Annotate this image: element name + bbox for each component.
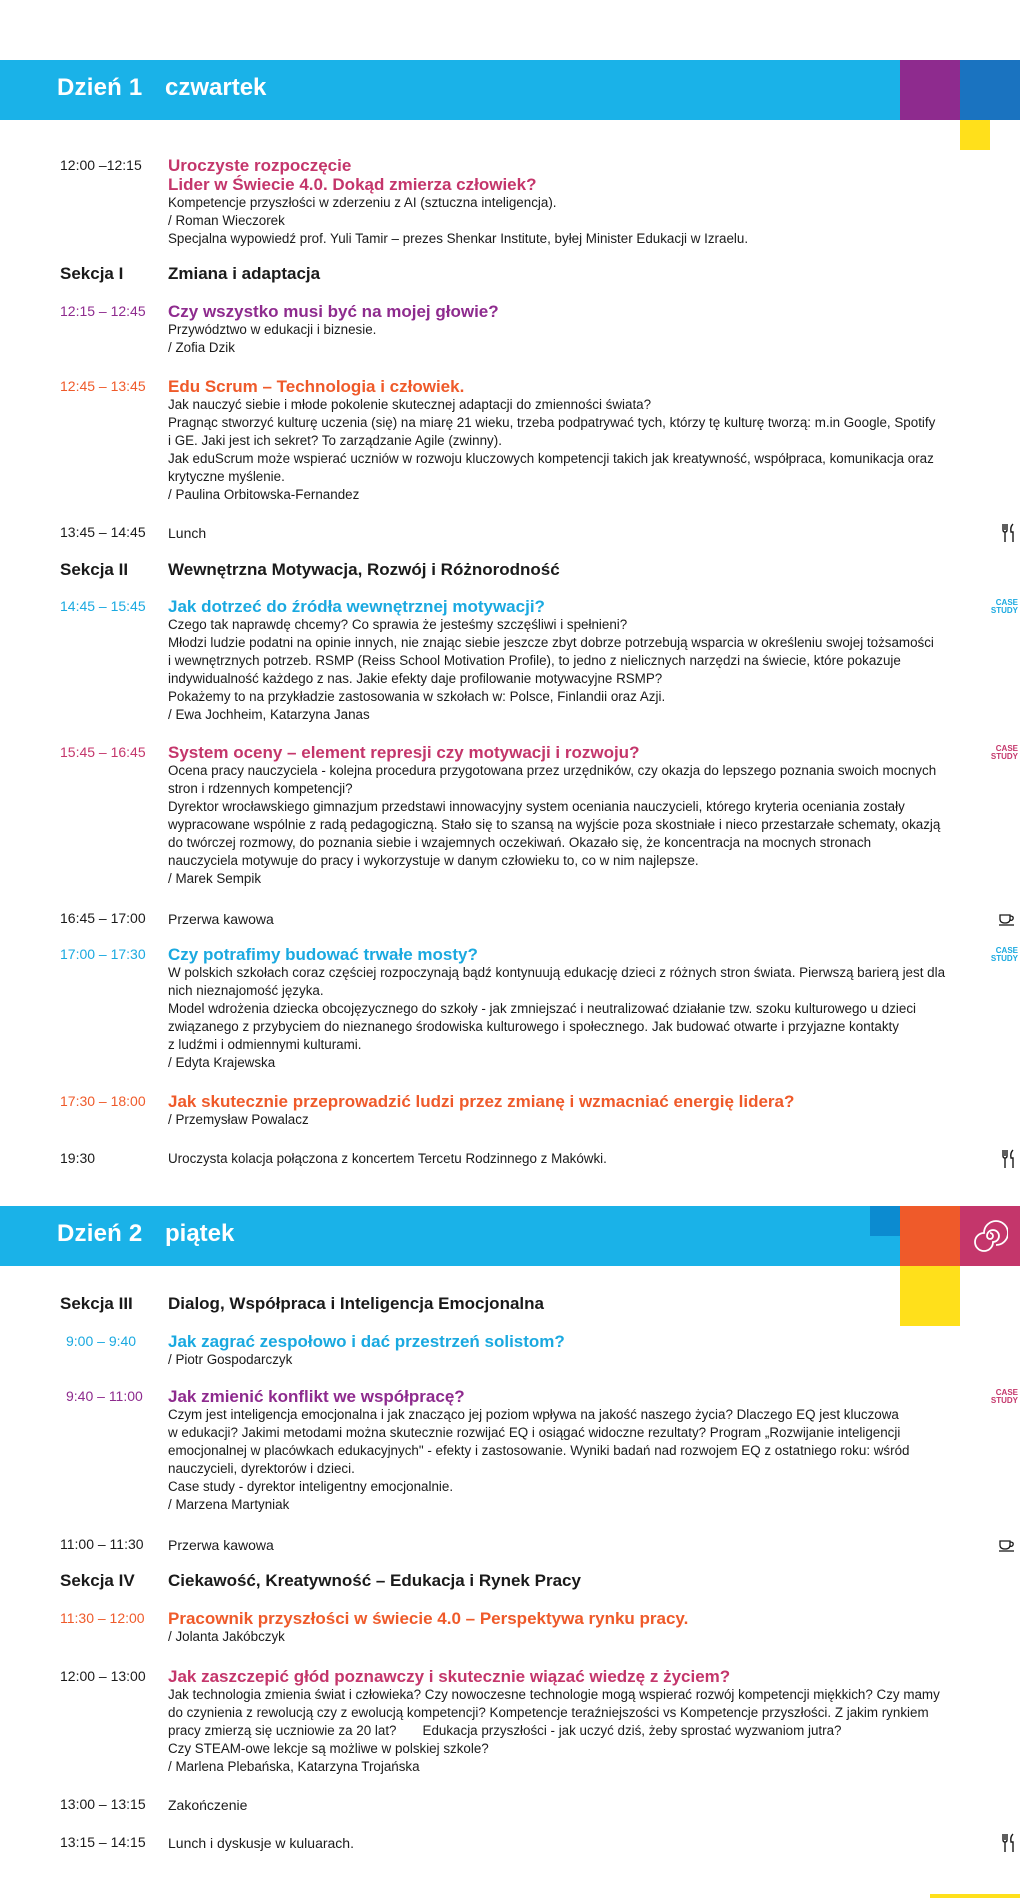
session-time: 19:30 <box>60 1150 96 1166</box>
session-desc-line: nich nieznajomość języka. <box>168 983 324 998</box>
dinner-label: Uroczysta kolacja połączona z koncertem Tercetu Rodzinnego z Makówki. <box>168 1151 607 1166</box>
session-desc-line: W polskich szkołach coraz częściej rozpoczynają bądź kontynuują edukację dzieci z różnych stron świata. Pierwszą barierą jest dla <box>168 965 946 980</box>
cutlery-icon <box>1002 1833 1016 1853</box>
session-title: Jak zmienić konflikt we współpracę? <box>168 1387 465 1406</box>
orange-square <box>900 1206 960 1266</box>
session-time: 17:00 – 17:30 <box>60 946 146 962</box>
session-desc-line: z ludźmi i odmiennymi kulturami. <box>168 1037 362 1052</box>
session-title: Czy potrafimy budować trwałe mosty? <box>168 945 478 964</box>
session-time: 9:00 – 9:40 <box>66 1333 137 1349</box>
day-2-label: Dzień 2 <box>57 1220 143 1247</box>
session-title: Edu Scrum – Technologia i człowiek. <box>168 377 465 396</box>
session-title: Jak skutecznie przeprowadzić ludzi przez zmianę i wzmacniać energię lidera? <box>168 1092 795 1111</box>
section-label: Sekcja IV <box>60 1571 135 1590</box>
session-time: 13:00 – 13:15 <box>60 1796 146 1812</box>
session-desc-line: Jak technologia zmienia świat i człowieka? Czy nowoczesne technologie mogą wspierać rozwój kompetencji miękkich? Czy mamy <box>168 1687 940 1702</box>
session-time: 13:45 – 14:45 <box>60 524 146 540</box>
session-time: 17:30 – 18:00 <box>60 1093 146 1109</box>
section-label: Sekcja I <box>60 264 124 283</box>
badge-line: STUDY <box>990 1396 1018 1405</box>
case-study-badge <box>978 947 1018 963</box>
session-desc-line: Czego tak naprawdę chcemy? Co sprawia że jesteśmy szczęśliwi i spełnieni? <box>168 617 628 632</box>
session-speaker: / Paulina Orbitowska-Fernandez <box>168 487 360 502</box>
lunch-label: Lunch i dyskusje w kuluarach. <box>168 1835 354 1851</box>
session-desc-line: Pokażemy to na przykładzie zastosowania w szkołach w: Polsce, Finlandii oraz Azji. <box>168 689 666 704</box>
session-subtitle: Lider w Świecie 4.0. Dokąd zmierza człowiek? <box>168 175 537 194</box>
yellow-square <box>900 1266 960 1326</box>
yellow-strip <box>930 1894 1020 1898</box>
session-desc-line: w edukacji? Jakimi metodami można skutecznie rozwijać EQ i osiągać widoczne rezultaty? Program „Rozwijanie inteligencji <box>168 1425 901 1440</box>
session-desc-line: Czym jest inteligencja emocjonalna i jak znacząco jej poziom wpływa na jakość naszego życia? Dlaczego EQ jest kluczowa <box>168 1407 899 1422</box>
session-time: 13:15 – 14:15 <box>60 1834 146 1850</box>
lunch-label: Lunch <box>168 525 207 541</box>
session-title: System oceny – element represji czy motywacji i rozwoju? <box>168 743 640 762</box>
case-study-badge <box>978 745 1018 761</box>
session-desc-line: krytyczne myślenie. <box>168 469 285 484</box>
badge-line: CASE <box>995 1388 1018 1397</box>
break-label: Przerwa kawowa <box>168 1537 274 1553</box>
session-title: Czy wszystko musi być na mojej głowie? <box>168 302 499 321</box>
session-desc-line: wypracowane wspólnie z radą pedagogiczną. Stało się to szansą na wyjście poza skostniałe i nieco przestarzałe schematy, okazją <box>168 817 941 832</box>
session-desc-line: Jak eduScrum może wspierać uczniów w rozwoju kluczowych kompetencji takich jak kreatywność, współpraca, komunikacja oraz <box>168 451 934 466</box>
badge-line: STUDY <box>990 954 1018 963</box>
day-1-label: Dzień 1 <box>57 74 143 101</box>
session-desc-line: związanego z przybyciem do nieznanego środowiska kulturowego i społecznego. Jak budować otwarte i przyjazne kontakty <box>168 1019 899 1034</box>
dark-blue-square <box>870 1206 900 1236</box>
purple-square <box>900 60 960 120</box>
day-1-header <box>0 60 1020 120</box>
session-time: 9:40 – 11:00 <box>66 1388 143 1404</box>
session-desc-line: i wewnętrznych potrzeb. RSMP (Reiss School Motivation Profile), to jedno z nielicznych narzędzi na świecie, które pokazuje <box>168 653 901 668</box>
section-title: Wewnętrzna Motywacja, Rozwój i Różnorodność <box>168 560 560 579</box>
session-time: 12:00 –12:15 <box>60 157 142 173</box>
session-desc-line: pracy zmierzą się uczniowie za 20 lat? Edukacja przyszłości - jak uczyć dziś, żeby sprostać wyzwaniom jutra? <box>168 1723 842 1738</box>
day-2-name: piątek <box>165 1220 235 1247</box>
day-1-name: czwartek <box>165 74 267 101</box>
session-time: 14:45 – 15:45 <box>60 598 146 614</box>
section-label: Sekcja III <box>60 1294 133 1313</box>
closing-label: Zakończenie <box>168 1797 248 1813</box>
session-speaker: / Marlena Plebańska, Katarzyna Trojańska <box>168 1759 420 1774</box>
session-time: 15:45 – 16:45 <box>60 744 146 760</box>
section-title: Dialog, Współpraca i Inteligencja Emocjonalna <box>168 1294 544 1313</box>
session-speaker: / Roman Wieczorek <box>168 213 285 228</box>
badge-line: CASE <box>995 598 1018 607</box>
session-desc-line: Model wdrożenia dziecka obcojęzycznego do szkoły - jak zmniejszać i neutralizować działanie tzw. szoku kulturowego u dzieci <box>168 1001 917 1016</box>
session-time: 12:00 – 13:00 <box>60 1668 146 1684</box>
section-title: Zmiana i adaptacja <box>168 264 321 283</box>
session-time: 12:45 – 13:45 <box>60 378 146 394</box>
session-desc-line: emocjonalnej w placówkach edukacyjnych" - efekty i zastosowanie. Wyniki badań nad rozwojem EQ z ostatniego roku: wśród <box>168 1443 910 1458</box>
session-time: 12:15 – 12:45 <box>60 303 146 319</box>
session-desc-line: Młodzi ludzie podatni na opinie innych, nie znając siebie jeszcze zbyt dobrze potrzebują wsparcia w określeniu swojej tożsamości <box>168 635 934 650</box>
section-title: Ciekawość, Kreatywność – Edukacja i Rynek Pracy <box>168 1571 581 1590</box>
session-speaker: / Edyta Krajewska <box>168 1055 276 1070</box>
cutlery-icon <box>1002 523 1016 543</box>
badge-line: CASE <box>995 744 1018 753</box>
session-desc-line: nauczyciela motywuje do pracy i wykorzystuje w danym człowieku to, co w nim najlepsze. <box>168 853 699 868</box>
session-speaker: / Jolanta Jakóbczyk <box>168 1629 285 1644</box>
break-label: Przerwa kawowa <box>168 911 274 927</box>
session-speaker: / Marzena Martyniak <box>168 1497 290 1512</box>
session-desc-line: Pragnąc stworzyć kulturę uczenia (się) na miarę 21 wieku, trzeba podpatrywać tych, którzy tę kulturę tworzą: m.in Google, Spotify <box>168 415 936 430</box>
session-title: Jak dotrzeć do źródła wewnętrznej motywacji? <box>168 597 545 616</box>
session-title: Jak zaszczepić głód poznawczy i skutecznie wiązać wiedzę z życiem? <box>168 1667 731 1686</box>
coffee-cup-icon <box>998 1538 1016 1552</box>
session-desc: Kompetencje przyszłości w zderzeniu z AI (sztuczna inteligencja). <box>168 195 557 210</box>
day-2-header <box>0 1206 1020 1266</box>
session-desc-line: nauczycieli, dyrektorów i dzieci. <box>168 1461 355 1476</box>
session-speaker: / Ewa Jochheim, Katarzyna Janas <box>168 707 370 722</box>
session-desc: Przywództwo w edukacji i biznesie. <box>168 322 377 337</box>
badge-line: STUDY <box>990 752 1018 761</box>
badge-line: CASE <box>995 946 1018 955</box>
session-desc-line: do czynienia z rewolucją czy z ewolucją kompetencji? Kompetencje teraźniejszości vs Kompetencje przyszłości. Z jakim rynkiem <box>168 1705 929 1720</box>
coffee-cup-icon <box>998 912 1016 926</box>
session-time: 11:30 – 12:00 <box>60 1610 145 1626</box>
session-desc-line: i GE. Jaki jest ich sekret? To zarządzanie Agile (zwinny). <box>168 433 502 448</box>
cutlery-icon <box>1002 1149 1016 1169</box>
navy-square <box>960 60 1020 120</box>
session-desc: Specjalna wypowiedź prof. Yuli Tamir – prezes Shenkar Institute, byłej Minister Edukacji w Izraelu. <box>168 231 749 246</box>
session-desc-line: indywidualność każdego z nas. Jakie efekty daje profilowanie motywacyjne RSMP? <box>168 671 663 686</box>
session-desc-line: stron i rdzennych kompetencji? <box>168 781 353 796</box>
session-time: 16:45 – 17:00 <box>60 910 146 926</box>
spiral-icon <box>972 1218 1008 1254</box>
session-desc-line: Ocena pracy nauczyciela - kolejna procedura przygotowana przez urzędników, czy okazja do lepszego poznania swoich mocnych <box>168 763 937 778</box>
badge-line: STUDY <box>990 606 1018 615</box>
session-desc-line: Case study - dyrektor inteligentny emocjonalnie. <box>168 1479 454 1494</box>
session-title: Uroczyste rozpoczęcie <box>168 156 352 175</box>
session-title: Pracownik przyszłości w świecie 4.0 – Perspektywa rynku pracy. <box>168 1609 689 1628</box>
session-time: 11:00 – 11:30 <box>60 1536 144 1552</box>
session-desc-line: do twórczej rozmowy, do poznania siebie i wzajemnych oczekiwań. Okazało się, że koncentracja na mocnych stronach <box>168 835 872 850</box>
case-study-badge <box>978 1389 1018 1405</box>
session-speaker: / Przemysław Powalacz <box>168 1112 309 1127</box>
session-speaker: / Piotr Gospodarczyk <box>168 1352 293 1367</box>
session-title: Jak zagrać zespołowo i dać przestrzeń solistom? <box>168 1332 565 1351</box>
session-desc-line: Jak nauczyć siebie i młode pokolenie skutecznej adaptacji do zmienności świata? <box>168 397 652 412</box>
session-desc-line: Dyrektor wrocławskiego gimnazjum przedstawi innowacyjny system oceniania nauczycieli, którego kryteria oceniania zostały <box>168 799 905 814</box>
case-study-badge <box>978 599 1018 615</box>
session-speaker: / Zofia Dzik <box>168 340 235 355</box>
section-label: Sekcja II <box>60 560 129 579</box>
yellow-square <box>960 120 990 150</box>
session-speaker: / Marek Sempik <box>168 871 262 886</box>
session-desc-line: Czy STEAM-owe lekcje są możliwe w polskiej szkole? <box>168 1741 489 1756</box>
